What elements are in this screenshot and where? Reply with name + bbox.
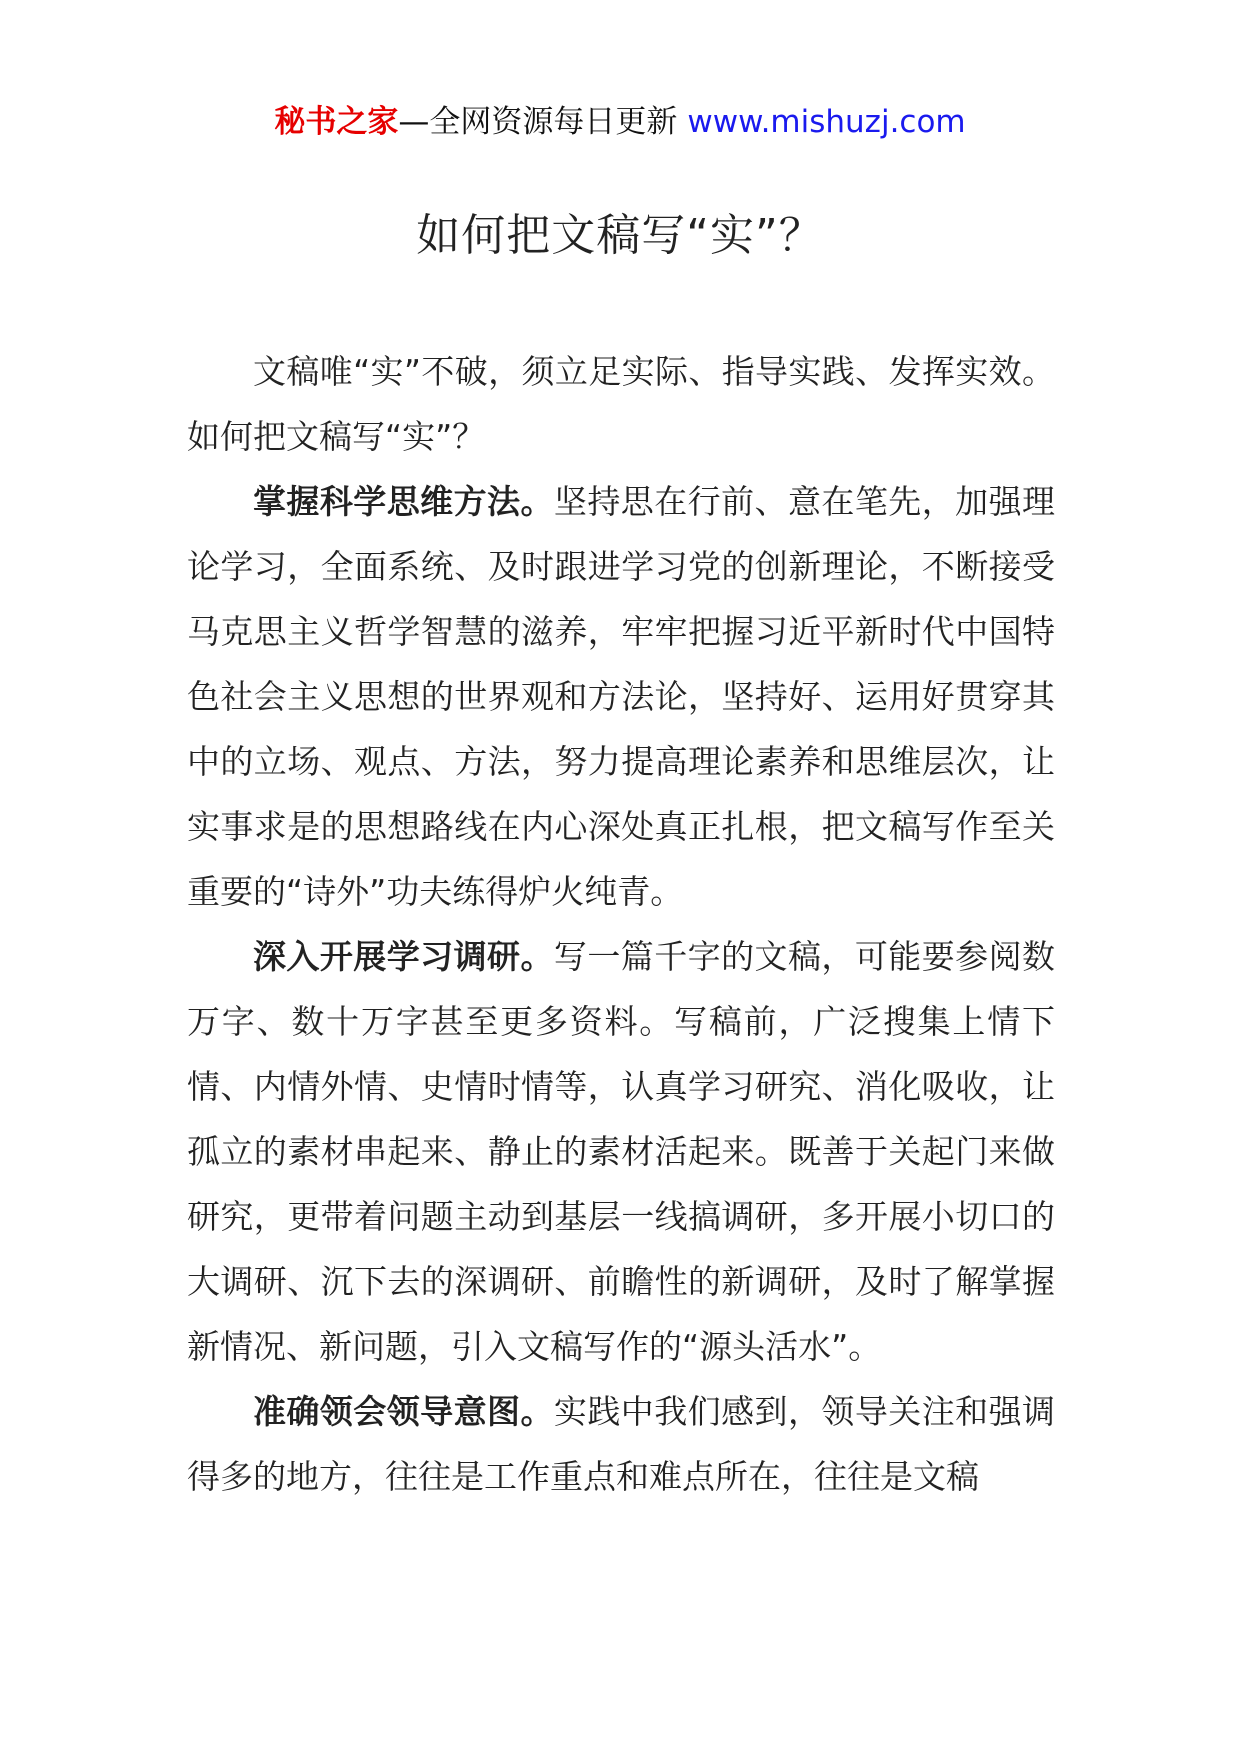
paragraph-lead: 准确领会领导意图。 bbox=[253, 1392, 554, 1431]
site-tagline: —全网资源每日更新 bbox=[398, 104, 678, 140]
site-header bbox=[0, 100, 1240, 144]
paragraph-leadership-intent bbox=[187, 1379, 1055, 1509]
paragraph-lead: 深入开展学习调研。 bbox=[253, 937, 554, 976]
document-body bbox=[187, 339, 1055, 1509]
paragraph-lead: 掌握科学思维方法。 bbox=[253, 482, 554, 521]
paragraph-text: 实践中我们感到，领导关注和强调得多的地方，往往是工作重点和难点所在，往往是文稿 bbox=[187, 1392, 1056, 1496]
paragraph-text: 写一篇千字的文稿，可能要参阅数万字、数十万字甚至更多资料。写稿前，广泛搜集上情下情、内情外情、史情时情等，认真学习研究、消化吸收，让孤立的素材串起来、静止的素材活起来。既善于关起门来做研究，更带着问题主动到基层一线搞调研，多开展小切口的大调研、沉下去的深调研、前瞻性的新调研，及时了解掌握新情况、新问题，引入文稿写作的“源头活水”。 bbox=[187, 937, 1056, 1366]
paragraph-text: 坚持思在行前、意在笔先，加强理论学习，全面系统、及时跟进学习党的创新理论，不断接受马克思主义哲学智慧的滋养，牢牢把握习近平新时代中国特色社会主义思想的世界观和方法论，坚持好、运用好贯穿其中的立场、观点、方法，努力提高理论素养和思维层次，让实事求是的思想路线在内心深处真正扎根，把文稿写作至关重要的“诗外”功夫练得炉火纯青。 bbox=[187, 482, 1056, 911]
site-brand: 秘书之家 bbox=[274, 104, 399, 140]
paragraph-intro bbox=[187, 339, 1055, 469]
paragraph-research bbox=[187, 924, 1055, 1379]
document-title: 如何把文稿写“实”？ bbox=[416, 210, 824, 261]
site-url-link[interactable]: www.mishuzj.com bbox=[687, 104, 966, 140]
paragraph-thinking-method bbox=[187, 469, 1055, 924]
paragraph-text: 文稿唯“实”不破，须立足实际、指导实践、发挥实效。如何把文稿写“实”？ bbox=[187, 352, 1055, 456]
